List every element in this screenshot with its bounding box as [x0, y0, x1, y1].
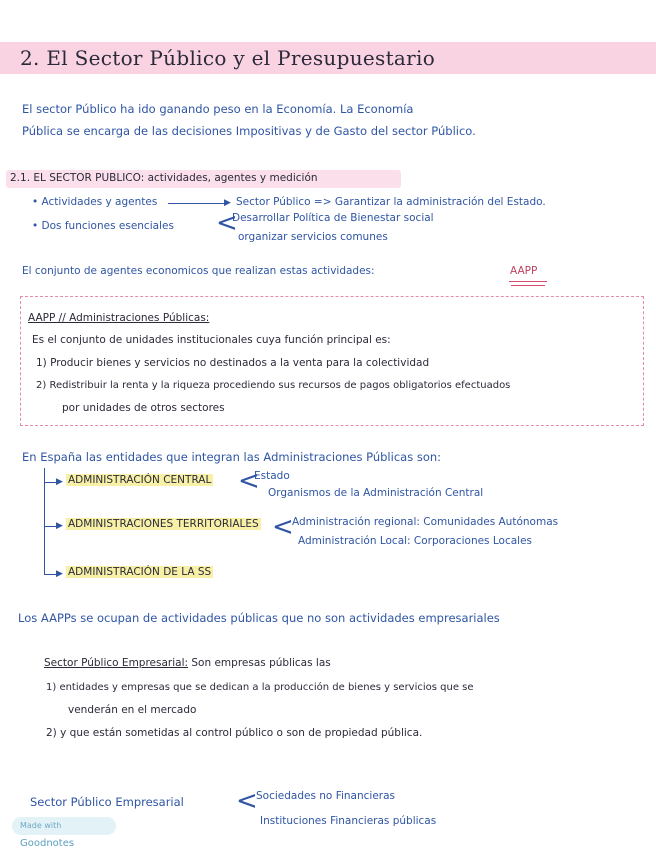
tree-trunk — [44, 468, 45, 574]
admin-central: ADMINISTRACIÓN CENTRAL — [68, 474, 212, 486]
arrow-right-icon: ▶ — [56, 569, 63, 579]
empresarial-item-2: 2) y que están sometidas al control público o son de propiedad pública. — [46, 727, 423, 739]
central-opt-1: Estado — [254, 470, 290, 482]
aapps-line: Los AAPPs se ocupan de actividades públicas que no son actividades empresariales — [18, 611, 500, 625]
funcion-1: Desarrollar Política de Bienestar social — [232, 212, 434, 224]
empresarial-heading-rest: Son empresas públicas las — [191, 657, 331, 669]
intro-line-2: Pública se encarga de las decisiones Impositivas y de Gasto del sector Público. — [22, 124, 476, 138]
brace-icon: < — [272, 512, 294, 542]
empresarial-item-1: 1) entidades y empresas que se dedican a la producción de bienes y servicios que se — [46, 682, 474, 693]
bottom-label: Sector Público Empresarial — [30, 795, 184, 809]
central-opt-2: Organismos de la Administración Central — [268, 487, 484, 499]
term-underline-2 — [511, 285, 545, 286]
conjunto-text: El conjunto de agentes economicos que realizan estas actividades: — [22, 265, 375, 277]
funcion-2: organizar servicios comunes — [238, 231, 388, 243]
bullet-funciones: • Dos funciones esenciales — [32, 220, 174, 232]
empresarial-item-1-cont: venderán en el mercado — [68, 704, 197, 716]
definition-item-2: 2) Redistribuir la renta y la riqueza procediendo sus recursos de pagos obligatorios efectuados — [36, 380, 511, 391]
arrow-right-icon: ▶ — [56, 521, 63, 531]
brace-icon: < — [238, 466, 260, 496]
empresarial-heading: Sector Público Empresarial: — [44, 657, 189, 669]
definition-line-1: Es el conjunto de unidades institucionales cuya función principal es: — [32, 334, 391, 346]
goodnotes-badge — [12, 817, 116, 849]
section-heading: 2.1. EL SECTOR PUBLICO: actividades, agentes y medición — [10, 172, 318, 184]
brace-icon: < — [236, 786, 258, 816]
watermark-brand: Goodnotes — [20, 838, 75, 849]
definition-item-1: 1) Producir bienes y servicios no destinados a la venta para la colectividad — [36, 357, 430, 369]
page-title: 2. El Sector Público y el Presupuestario — [20, 46, 436, 70]
brace-icon: < — [216, 208, 238, 238]
term-underline — [509, 281, 547, 282]
conjunto-term: AAPP — [510, 265, 538, 277]
bullet-actividades-right: Sector Público => Garantizar la administración del Estado. — [236, 196, 546, 208]
arrow-right-icon: ▶ — [56, 477, 63, 487]
territorial-opt-2: Administración Local: Corporaciones Locales — [298, 535, 533, 547]
spain-intro: En España las entidades que integran las Administraciones Públicas son: — [22, 450, 442, 464]
bottom-opt-1: Sociedades no Financieras — [256, 790, 395, 802]
bottom-opt-2: Instituciones Financieras públicas — [260, 815, 437, 827]
arrow-right-icon: ▶ — [224, 198, 231, 208]
watermark-prefix: Made with — [20, 821, 62, 830]
definition-item-2-cont: por unidades de otros sectores — [62, 402, 225, 414]
bullet-actividades: • Actividades y agentes — [32, 196, 158, 208]
definition-title: AAPP // Administraciones Públicas: — [28, 312, 210, 324]
territorial-opt-1: Administración regional: Comunidades Autónomas — [292, 516, 559, 528]
admin-ss: ADMINISTRACIÓN DE LA SS — [68, 566, 212, 578]
intro-line-1: El sector Público ha ido ganando peso en la Economía. La Economía — [22, 102, 414, 116]
admin-territorial: ADMINISTRACIONES TERRITORIALES — [68, 518, 259, 530]
arrow-line — [168, 203, 226, 204]
